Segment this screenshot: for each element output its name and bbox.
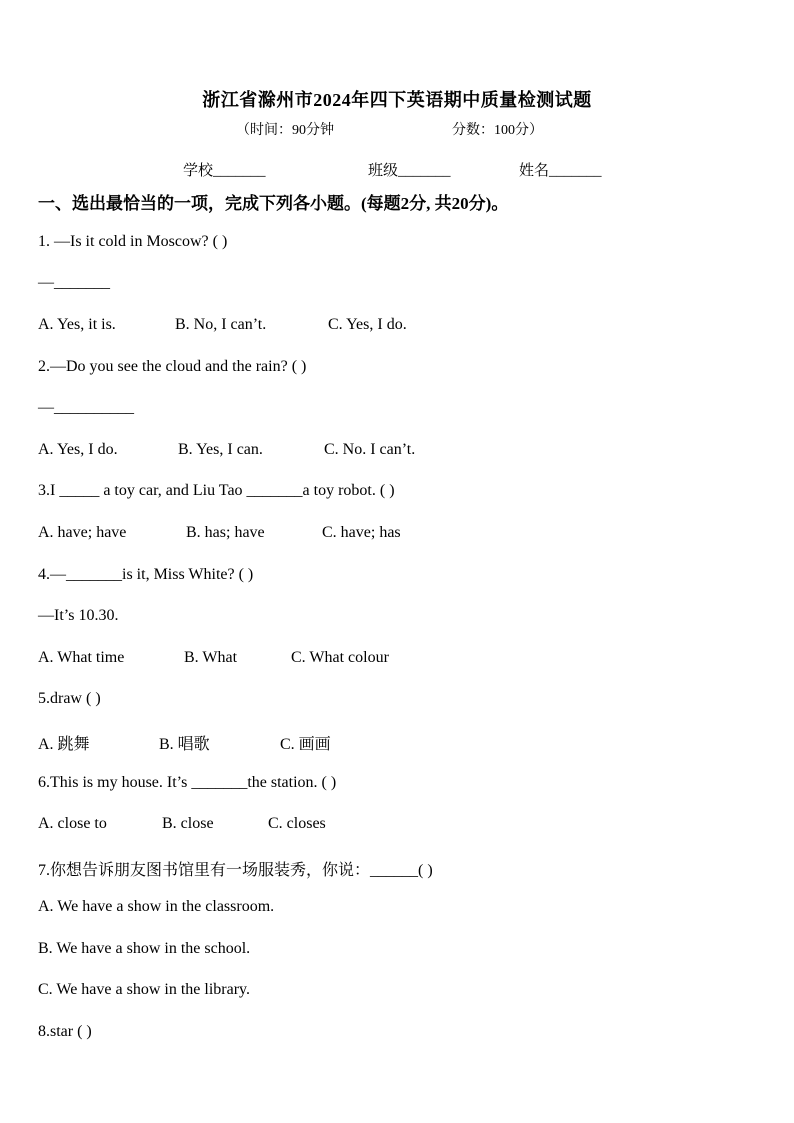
option-a[interactable]: A. have; have	[38, 524, 127, 541]
option-c[interactable]: C. 画画	[280, 736, 331, 753]
option-c[interactable]: C. No. I can’t.	[324, 441, 416, 458]
school-field[interactable]: 学校_______	[183, 163, 266, 179]
option-b[interactable]: B. What	[184, 649, 238, 666]
option-c[interactable]: C. have; has	[322, 524, 401, 541]
option-b[interactable]: B. close	[162, 815, 214, 832]
exam-title: 浙江省滁州市2024年四下英语期中质量检测试题	[202, 90, 592, 110]
exam-score: 分数：100分）	[452, 123, 543, 138]
question-stem: 1. —Is it cold in Moscow? ( )	[38, 233, 228, 250]
option-c[interactable]: C. closes	[268, 815, 326, 832]
answer-line: —_______	[38, 274, 110, 291]
option-c[interactable]: C. What colour	[291, 649, 389, 666]
answer-line: —It’s 10.30.	[38, 607, 119, 624]
question-stem: 5.draw ( )	[38, 690, 101, 707]
option-c[interactable]: C. We have a show in the library.	[38, 981, 250, 998]
question-stem: 7.你想告诉朋友图书馆里有一场服装秀，你说：______( )	[38, 862, 433, 879]
option-b[interactable]: B. No, I can’t.	[175, 316, 267, 333]
option-a[interactable]: A. close to	[38, 815, 107, 832]
question-stem: 4.—_______is it, Miss White? ( )	[38, 566, 254, 583]
exam-time: （时间：90分钟	[236, 123, 334, 138]
option-a[interactable]: A. What time	[38, 649, 125, 666]
option-c[interactable]: C. Yes, I do.	[328, 316, 407, 333]
question-stem: 2.—Do you see the cloud and the rain? ( )	[38, 358, 307, 375]
option-b[interactable]: B. 唱歌	[159, 736, 210, 753]
question-stem: 8.star ( )	[38, 1023, 92, 1040]
option-a[interactable]: A. We have a show in the classroom.	[38, 898, 275, 915]
option-a[interactable]: A. 跳舞	[38, 736, 90, 753]
option-a[interactable]: A. Yes, I do.	[38, 441, 118, 458]
class-field[interactable]: 班级_______	[368, 163, 451, 179]
option-a[interactable]: A. Yes, it is.	[38, 316, 116, 333]
option-b[interactable]: B. We have a show in the school.	[38, 940, 251, 957]
option-b[interactable]: B. Yes, I can.	[178, 441, 263, 458]
question-stem: 3.I _____ a toy car, and Liu Tao _______a toy robot. ( )	[38, 482, 395, 499]
question-stem: 6.This is my house. It’s _______the station. ( )	[38, 774, 337, 791]
name-field[interactable]: 姓名_______	[519, 163, 602, 179]
answer-line: —__________	[38, 399, 134, 416]
option-b[interactable]: B. has; have	[186, 524, 265, 541]
section-heading: 一、选出最恰当的一项，完成下列各小题。(每题2分, 共20分)。	[38, 194, 509, 213]
